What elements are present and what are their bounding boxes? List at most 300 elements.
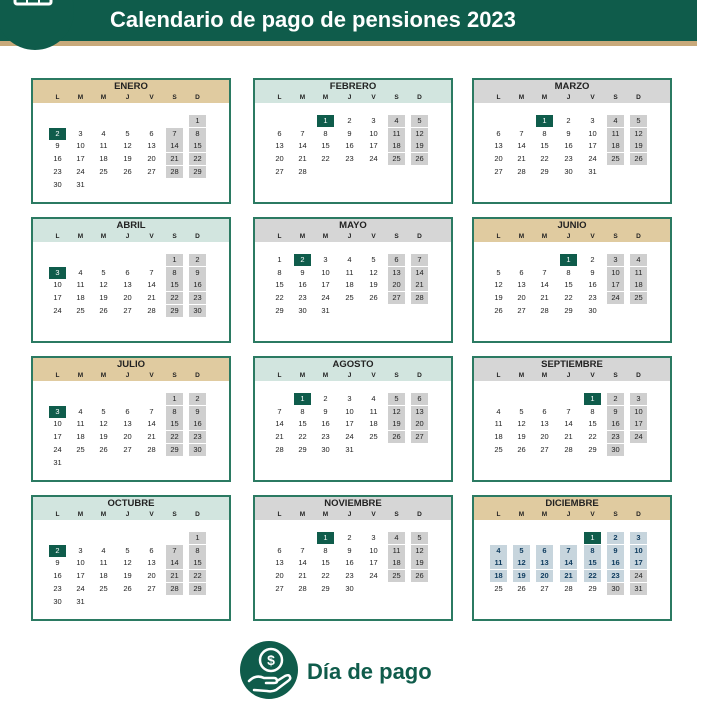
day-cell: 8 [300, 406, 305, 416]
weekend-day-cell: 5 [411, 115, 428, 127]
day-cell: 20 [275, 154, 284, 164]
weekday-label: D [417, 511, 422, 518]
day-cell: 12 [123, 141, 132, 151]
highlighted-day-cell: 11 [490, 557, 507, 569]
day-cell: 26 [494, 305, 503, 315]
weekday-label: D [417, 233, 422, 240]
weekday-label: M [322, 233, 329, 240]
day-cell: 16 [588, 280, 597, 290]
weekend-day-cell: 4 [388, 532, 405, 544]
weekend-day-cell: 7 [166, 545, 183, 557]
day-cell: 21 [147, 293, 156, 303]
month-octubre [31, 495, 231, 621]
day-cell: 14 [147, 419, 156, 429]
day-cell: 11 [99, 558, 108, 568]
weekend-day-cell: 5 [411, 532, 428, 544]
weekend-day-cell: 30 [189, 444, 206, 456]
day-cell: 23 [345, 571, 354, 581]
day-cell: 15 [298, 419, 307, 429]
day-cell: 13 [275, 558, 284, 568]
day-cell: 21 [517, 154, 526, 164]
highlighted-day-cell: 8 [584, 545, 601, 557]
day-cell: 7 [149, 267, 154, 277]
day-cell: 27 [540, 444, 549, 454]
day-cell: 3 [371, 116, 376, 125]
weekend-day-cell: 7 [166, 128, 183, 140]
day-cell: 16 [564, 141, 573, 151]
day-cell: 25 [369, 432, 378, 442]
day-cell: 8 [566, 267, 571, 277]
day-cell: 28 [564, 444, 573, 454]
day-cell: 28 [298, 583, 307, 593]
weekday-label: S [394, 94, 399, 101]
weekend-day-cell: 2 [189, 254, 206, 266]
month-name: JULIO [117, 359, 145, 370]
day-cell: 9 [566, 128, 571, 138]
day-cell: 9 [55, 558, 60, 568]
day-cell: 26 [123, 166, 132, 176]
day-cell: 4 [371, 394, 376, 403]
weekend-day-cell: 14 [166, 557, 183, 569]
highlighted-day-cell: 2 [607, 532, 624, 544]
weekend-day-cell: 1 [189, 115, 206, 127]
weekend-day-cell: 23 [189, 292, 206, 304]
highlighted-day-cell: 12 [513, 557, 530, 569]
day-cell: 27 [275, 166, 284, 176]
day-cell: 11 [345, 267, 354, 277]
day-cell: 24 [76, 583, 85, 593]
day-cell: 28 [517, 166, 526, 176]
payment-day-cell: 2 [294, 254, 311, 266]
weekend-day-cell: 19 [388, 418, 405, 430]
payment-day-cell: 1 [560, 254, 577, 266]
day-cell: 31 [76, 596, 85, 606]
day-cell: 17 [53, 293, 62, 303]
day-cell: 12 [369, 267, 378, 277]
weekend-day-cell: 5 [630, 115, 647, 127]
day-cell: 2 [590, 255, 595, 264]
day-cell: 24 [53, 444, 62, 454]
weekend-day-cell: 11 [607, 128, 624, 140]
month-name: FEBRERO [329, 81, 377, 92]
day-cell: 11 [76, 280, 85, 290]
day-cell: 18 [369, 419, 378, 429]
month-abril [31, 217, 231, 343]
weekday-label: S [394, 233, 399, 240]
month-name: SEPTIEMBRE [541, 359, 603, 370]
day-cell: 28 [147, 444, 156, 454]
day-cell: 3 [371, 533, 376, 542]
month-header [474, 358, 670, 381]
weekday-label: S [613, 511, 618, 518]
day-cell: 22 [540, 154, 549, 164]
day-cell: 13 [123, 419, 132, 429]
month-header [33, 80, 229, 103]
weekend-day-cell: 8 [166, 406, 183, 418]
day-cell: 29 [321, 583, 330, 593]
month-header [33, 358, 229, 381]
day-cell: 12 [99, 280, 108, 290]
weekend-day-cell: 22 [166, 292, 183, 304]
day-cell: 7 [566, 406, 571, 416]
weekend-day-cell: 13 [388, 267, 405, 279]
day-cell: 29 [564, 305, 573, 315]
day-cell: 16 [345, 558, 354, 568]
weekday-label: D [636, 233, 641, 240]
day-cell: 28 [540, 305, 549, 315]
day-cell: 17 [369, 558, 378, 568]
day-cell: 25 [76, 444, 85, 454]
weekday-label: L [496, 511, 501, 518]
weekend-day-cell: 12 [388, 406, 405, 418]
weekend-day-cell: 3 [607, 254, 624, 266]
day-cell: 27 [275, 583, 284, 593]
weekend-day-cell: 23 [607, 431, 624, 443]
weekend-day-cell: 21 [411, 279, 428, 291]
day-cell: 14 [147, 280, 156, 290]
day-cell: 25 [99, 583, 108, 593]
day-cell: 19 [517, 432, 526, 442]
day-cell: 17 [321, 280, 330, 290]
day-cell: 6 [277, 128, 282, 138]
day-cell: 28 [298, 166, 307, 176]
weekday-label: M [100, 94, 107, 101]
day-cell: 28 [147, 305, 156, 315]
day-cell: 14 [564, 419, 573, 429]
month-name: MAYO [339, 220, 367, 231]
day-cell: 22 [321, 154, 330, 164]
day-cell: 17 [588, 141, 597, 151]
weekday-label: D [195, 511, 200, 518]
day-cell: 6 [542, 406, 547, 416]
month-noviembre [253, 495, 453, 621]
payment-day-cell: 1 [294, 393, 311, 405]
weekday-label: S [172, 511, 177, 518]
day-cell: 4 [101, 128, 106, 138]
day-cell: 6 [149, 545, 154, 555]
weekday-label: M [77, 94, 84, 101]
payment-day-cell: 2 [49, 128, 66, 140]
weekend-day-cell: 3 [630, 393, 647, 405]
day-cell: 31 [76, 179, 85, 189]
weekend-day-cell: 29 [189, 583, 206, 595]
highlighted-day-cell: 20 [536, 570, 553, 582]
day-cell: 14 [275, 419, 284, 429]
weekday-label: M [541, 372, 548, 379]
day-cell: 25 [494, 583, 503, 593]
day-cell: 19 [369, 280, 378, 290]
payment-day-cell: 3 [49, 406, 66, 418]
weekend-day-cell: 15 [166, 418, 183, 430]
weekend-day-cell: 1 [166, 254, 183, 266]
weekday-label: L [55, 511, 60, 518]
weekday-label: D [636, 94, 641, 101]
day-cell: 16 [53, 154, 62, 164]
weekend-day-cell: 6 [388, 254, 405, 266]
weekday-label: M [541, 233, 548, 240]
day-cell: 6 [125, 406, 130, 416]
weekend-day-cell: 25 [607, 153, 624, 165]
day-cell: 18 [345, 280, 354, 290]
day-cell: 15 [321, 141, 330, 151]
day-cell: 17 [53, 432, 62, 442]
month-header [474, 219, 670, 242]
month-header [474, 497, 670, 520]
day-cell: 8 [542, 128, 547, 138]
day-cell: 27 [147, 166, 156, 176]
weekday-label: M [541, 94, 548, 101]
day-cell: 11 [369, 406, 378, 416]
weekday-label: V [149, 94, 154, 101]
day-cell: 5 [519, 406, 524, 416]
weekday-label: V [149, 233, 154, 240]
weekday-label: M [299, 233, 306, 240]
day-cell: 13 [275, 141, 284, 151]
month-name: DICIEMBRE [545, 498, 599, 509]
day-cell: 20 [147, 154, 156, 164]
weekend-day-cell: 29 [166, 305, 183, 317]
weekday-label: D [195, 233, 200, 240]
day-cell: 1 [277, 255, 282, 264]
weekday-label: J [566, 511, 571, 518]
day-cell: 7 [277, 406, 282, 416]
day-cell: 2 [347, 533, 352, 542]
weekend-day-cell: 18 [607, 140, 624, 152]
payment-day-cell: 1 [317, 115, 334, 127]
day-cell: 7 [149, 406, 154, 416]
weekend-day-cell: 2 [189, 393, 206, 405]
weekday-label: V [590, 94, 595, 101]
month-julio [31, 356, 231, 482]
day-cell: 22 [564, 293, 573, 303]
day-cell: 11 [494, 419, 503, 429]
weekend-day-cell: 18 [630, 279, 647, 291]
day-cell: 7 [519, 128, 524, 138]
payment-day-cell: 1 [536, 115, 553, 127]
day-cell: 8 [323, 128, 328, 138]
day-cell: 29 [275, 305, 284, 315]
weekend-day-cell: 30 [189, 305, 206, 317]
day-cell: 16 [298, 280, 307, 290]
day-cell: 4 [78, 267, 83, 277]
weekday-label: J [125, 372, 130, 379]
day-cell: 23 [345, 154, 354, 164]
day-cell: 10 [53, 419, 62, 429]
highlighted-day-cell: 17 [630, 557, 647, 569]
month-febrero [253, 78, 453, 204]
day-cell: 31 [588, 166, 597, 176]
highlighted-day-cell: 7 [560, 545, 577, 557]
day-cell: 26 [517, 444, 526, 454]
day-cell: 27 [147, 583, 156, 593]
day-cell: 10 [369, 545, 378, 555]
weekday-label: D [195, 94, 200, 101]
day-cell: 8 [590, 406, 595, 416]
day-cell: 6 [277, 545, 282, 555]
day-cell: 20 [540, 432, 549, 442]
month-header [255, 80, 451, 103]
weekday-label: V [371, 372, 376, 379]
month-name: OCTUBRE [107, 498, 155, 509]
month-mayo [253, 217, 453, 343]
day-cell: 14 [298, 558, 307, 568]
day-cell: 18 [76, 432, 85, 442]
weekend-day-cell: 12 [630, 128, 647, 140]
day-cell: 24 [369, 154, 378, 164]
weekend-day-cell: 14 [166, 140, 183, 152]
month-header [255, 358, 451, 381]
day-cell: 19 [494, 293, 503, 303]
day-cell: 23 [53, 583, 62, 593]
day-cell: 24 [588, 154, 597, 164]
day-cell: 10 [76, 558, 85, 568]
highlighted-day-cell: 22 [584, 570, 601, 582]
weekend-day-cell: 17 [630, 418, 647, 430]
weekend-day-cell: 14 [411, 267, 428, 279]
weekend-day-cell: 9 [607, 406, 624, 418]
day-cell: 28 [275, 444, 284, 454]
weekday-label: L [496, 94, 501, 101]
weekday-label: D [636, 372, 641, 379]
weekend-day-cell: 4 [607, 115, 624, 127]
weekend-day-cell: 5 [388, 393, 405, 405]
day-cell: 22 [588, 432, 597, 442]
highlighted-day-cell: 16 [607, 557, 624, 569]
highlighted-day-cell: 19 [513, 570, 530, 582]
weekend-day-cell: 8 [189, 545, 206, 557]
day-cell: 17 [76, 571, 85, 581]
weekend-day-cell: 22 [166, 431, 183, 443]
month-header [255, 497, 451, 520]
day-cell: 6 [519, 267, 524, 277]
day-cell: 9 [590, 267, 595, 277]
day-cell: 23 [588, 293, 597, 303]
weekday-label: S [394, 372, 399, 379]
day-cell: 3 [78, 128, 83, 138]
weekday-label: J [347, 511, 352, 518]
weekend-day-cell: 25 [388, 570, 405, 582]
weekday-label: M [77, 511, 84, 518]
weekday-label: V [371, 233, 376, 240]
weekday-label: S [172, 233, 177, 240]
day-cell: 19 [123, 154, 132, 164]
day-cell: 18 [494, 432, 503, 442]
weekend-day-cell: 15 [189, 140, 206, 152]
day-cell: 5 [125, 545, 130, 555]
weekday-label: J [125, 94, 130, 101]
day-cell: 13 [147, 558, 156, 568]
month-name: MARZO [554, 81, 590, 92]
day-cell: 31 [53, 457, 62, 467]
highlighted-day-cell: 18 [490, 570, 507, 582]
day-cell: 7 [542, 267, 547, 277]
day-cell: 29 [298, 444, 307, 454]
weekend-day-cell: 31 [630, 583, 647, 595]
weekend-day-cell: 24 [630, 570, 647, 582]
day-cell: 13 [494, 141, 503, 151]
day-cell: 24 [345, 432, 354, 442]
day-cell: 23 [53, 166, 62, 176]
weekend-day-cell: 22 [189, 153, 206, 165]
calendar-icon [13, 0, 53, 6]
day-cell: 22 [321, 571, 330, 581]
day-cell: 27 [123, 305, 132, 315]
payment-day-cell: 1 [584, 393, 601, 405]
weekday-label: V [149, 372, 154, 379]
day-cell: 11 [99, 141, 108, 151]
payment-day-cell: 3 [49, 267, 66, 279]
weekend-day-cell: 13 [411, 406, 428, 418]
payment-day-cell: 1 [584, 532, 601, 544]
weekend-day-cell: 1 [189, 532, 206, 544]
weekend-day-cell: 28 [411, 292, 428, 304]
weekend-day-cell: 26 [411, 570, 428, 582]
day-cell: 26 [99, 305, 108, 315]
day-cell: 21 [298, 154, 307, 164]
highlighted-day-cell: 3 [630, 532, 647, 544]
month-name: AGOSTO [332, 359, 374, 370]
month-header [33, 497, 229, 520]
day-cell: 12 [517, 419, 526, 429]
day-cell: 9 [323, 406, 328, 416]
month-diciembre [472, 495, 672, 621]
weekend-day-cell: 28 [166, 583, 183, 595]
day-cell: 30 [53, 179, 62, 189]
weekday-label: M [100, 511, 107, 518]
day-cell: 5 [101, 267, 106, 277]
weekend-day-cell: 7 [411, 254, 428, 266]
weekday-label: L [277, 94, 282, 101]
day-cell: 22 [275, 293, 284, 303]
day-cell: 9 [55, 141, 60, 151]
month-marzo [472, 78, 672, 204]
weekend-day-cell: 19 [630, 140, 647, 152]
weekday-label: S [172, 94, 177, 101]
day-cell: 30 [321, 444, 330, 454]
day-cell: 16 [53, 571, 62, 581]
weekday-label: M [100, 233, 107, 240]
weekend-day-cell: 8 [166, 267, 183, 279]
weekday-label: L [496, 233, 501, 240]
day-cell: 23 [321, 432, 330, 442]
day-cell: 26 [123, 583, 132, 593]
day-cell: 21 [540, 293, 549, 303]
weekend-day-cell: 4 [630, 254, 647, 266]
month-header [255, 219, 451, 242]
day-cell: 21 [298, 571, 307, 581]
day-cell: 24 [53, 305, 62, 315]
month-name: ABRIL [116, 220, 146, 231]
day-cell: 13 [540, 419, 549, 429]
day-cell: 30 [345, 583, 354, 593]
weekend-day-cell: 12 [411, 545, 428, 557]
month-junio [472, 217, 672, 343]
weekend-day-cell: 1 [166, 393, 183, 405]
day-cell: 30 [298, 305, 307, 315]
day-cell: 2 [347, 116, 352, 125]
weekend-day-cell: 11 [388, 545, 405, 557]
weekday-label: D [417, 372, 422, 379]
day-cell: 13 [123, 280, 132, 290]
day-cell: 14 [540, 280, 549, 290]
weekday-label: J [566, 94, 571, 101]
day-cell: 16 [321, 419, 330, 429]
day-cell: 6 [496, 128, 501, 138]
legend-label: Día de pago [307, 659, 432, 684]
day-cell: 23 [564, 154, 573, 164]
day-cell: 5 [101, 406, 106, 416]
day-cell: 22 [298, 432, 307, 442]
